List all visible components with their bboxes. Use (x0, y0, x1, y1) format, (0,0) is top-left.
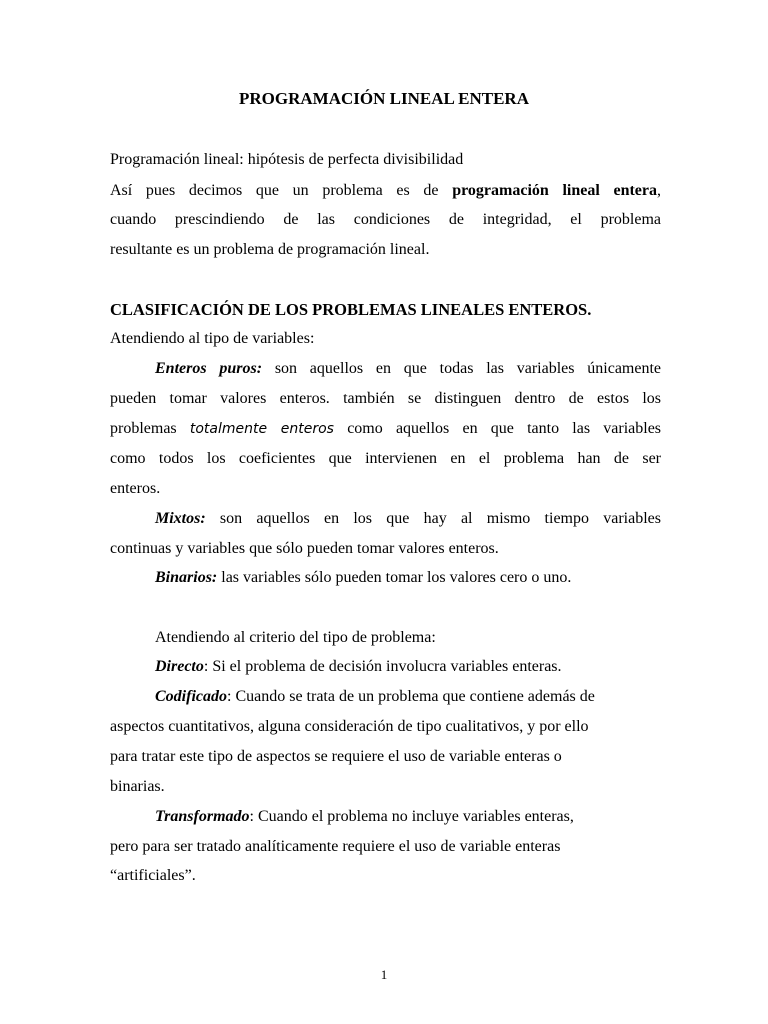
document-title: PROGRAMACIÓN LINEAL ENTERA (239, 89, 529, 108)
term-mixtos: Mixtos: (155, 510, 206, 527)
section-heading: CLASIFICACIÓN DE LOS PROBLEMAS LINEALES ENTEROS. (110, 300, 592, 319)
puros-line-3 (110, 419, 661, 439)
page-number: 1 (380, 967, 388, 982)
transformado-line-1 (155, 807, 661, 827)
directo-line-1 (155, 657, 661, 677)
codificado-line-3: para tratar este tipo de aspectos se requiere el uso de variable enteras o (110, 748, 562, 765)
binarios-text: las variables sólo pueden tomar los valores cero o uno. (221, 569, 572, 586)
term-binarios: Binarios: (155, 569, 218, 586)
section1-subtitle: Atendiendo al tipo de variables: (110, 330, 315, 347)
puros-text: son aquellos en que todas las variables únicamente (274, 360, 662, 377)
puros-line-5: enteros. (110, 480, 161, 497)
intro-bold-term: programación lineal entera (452, 182, 657, 199)
transformado-line-2: pero para ser tratado analíticamente requiere el uso de variable enteras (110, 838, 561, 855)
binarios-line-1 (155, 568, 661, 588)
term-codificado: Codificado (155, 688, 227, 705)
intro-line-3: cuando prescindiendo de las condiciones de integridad, el problema (110, 211, 661, 228)
codificado-line-1 (155, 687, 661, 707)
intro-line-1: Programación lineal: hipótesis de perfecta divisibilidad (110, 151, 464, 168)
term-directo: Directo (155, 658, 204, 675)
intro-text: Así pues decimos que un problema es de (110, 182, 439, 199)
puros-line-4: como todos los coeficientes que intervienen en el problema han de ser (110, 450, 661, 467)
transformado-line-3: “artificiales”. (110, 867, 196, 884)
mixtos-text: son aquellos en los que hay al mismo tiempo variables (219, 510, 661, 527)
term-enteros-puros: Enteros puros: (155, 360, 263, 377)
puros-line-2: pueden tomar valores enteros. también se distinguen dentro de estos los (110, 390, 661, 407)
mixtos-line-1 (155, 509, 661, 529)
puros-text-a: problemas (110, 420, 177, 437)
codificado-text: : Cuando se trata de un problema que contiene además de (227, 688, 595, 705)
puros-line-1 (155, 359, 661, 379)
transformado-text: : Cuando el problema no incluye variables enteras, (249, 808, 574, 825)
intro-line-4: resultante es un problema de programación lineal. (110, 241, 430, 258)
term-transformado: Transformado (155, 808, 250, 825)
directo-text: : Si el problema de decisión involucra variables enteras. (203, 658, 562, 675)
intro-line-2 (110, 181, 661, 201)
intro-comma: , (657, 182, 661, 199)
term-totalmente-enteros: totalmente enteros (189, 421, 334, 437)
section2-subtitle: Atendiendo al criterio del tipo de problema: (155, 629, 436, 646)
codificado-line-4: binarias. (110, 778, 165, 795)
puros-text-b: como aquellos en que tanto las variables (347, 420, 662, 437)
mixtos-line-2: continuas y variables que sólo pueden tomar valores enteros. (110, 540, 499, 557)
codificado-line-2: aspectos cuantitativos, alguna consideración de tipo cualitativos, y por ello (110, 718, 589, 735)
